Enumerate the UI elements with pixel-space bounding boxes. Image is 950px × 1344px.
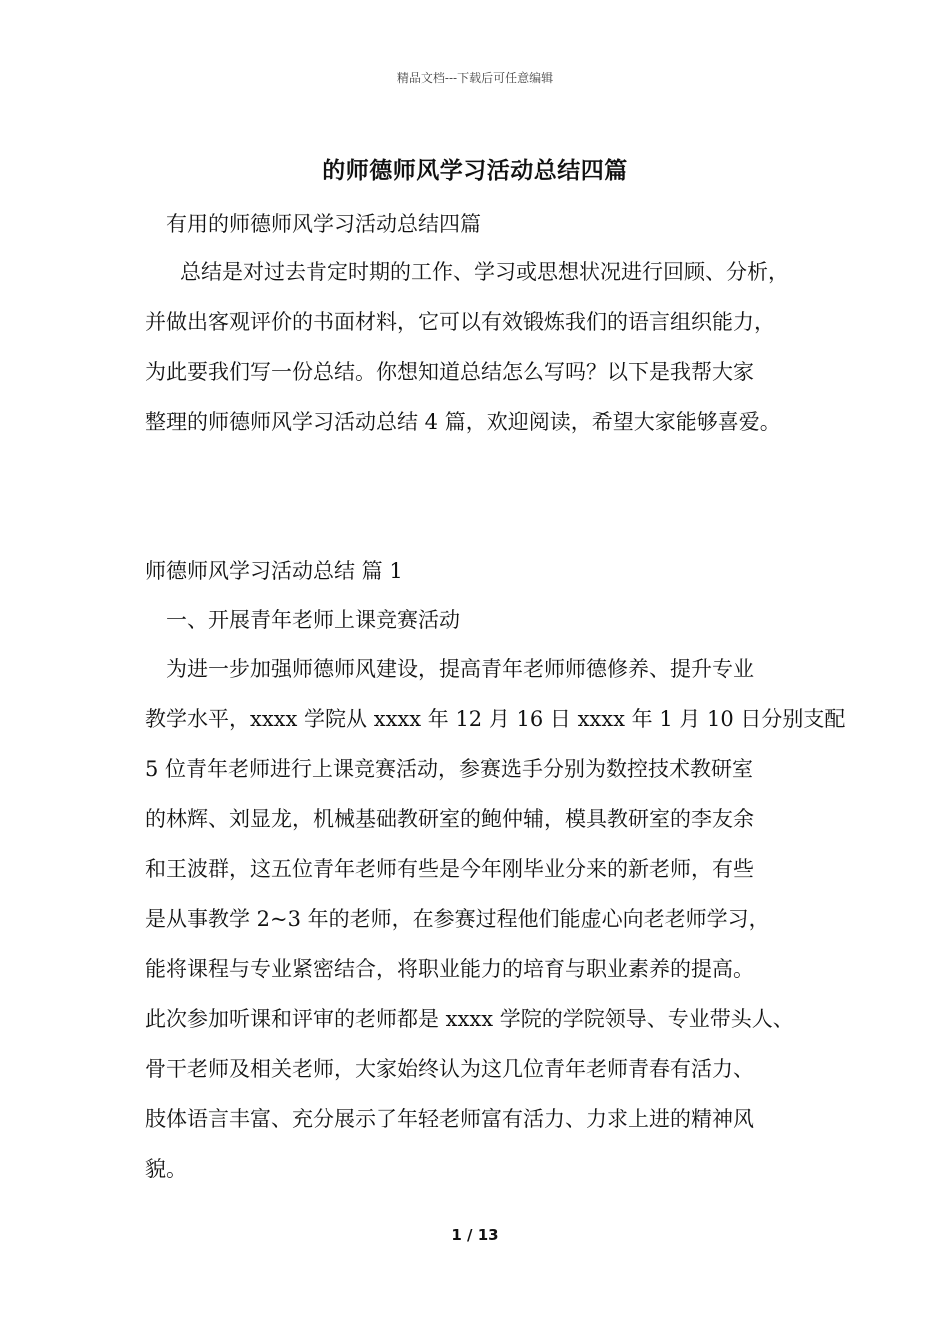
body-line-7: 能将课程与专业紧密结合，将职业能力的培育与职业素养的提高。 (145, 957, 754, 981)
body-line-3: 5 位青年老师进行上课竞赛活动，参赛选手分别为数控技术教研室 (145, 757, 754, 781)
body-line-6: 是从事教学 2~3 年的老师，在参赛过程他们能虚心向老老师学习， (145, 907, 770, 931)
section-heading: 师德师风学习活动总结 篇 1 (145, 559, 403, 583)
document-subtitle: 有用的师德师风学习活动总结四篇 (166, 212, 481, 236)
body-line-4: 的林辉、刘显龙，机械基础教研室的鲍仲辅，模具教研室的李友余 (145, 807, 754, 831)
body-line-8: 此次参加听课和评审的老师都是 xxxx 学院的学院领导、专业带头人、 (145, 1007, 794, 1031)
page-current: 1 (451, 1226, 462, 1244)
intro-line-2: 并做出客观评价的书面材料，它可以有效锻炼我们的语言组织能力， (145, 310, 775, 334)
body-line-11: 貌。 (145, 1157, 187, 1181)
body-line-10: 肢体语言丰富、充分展示了年轻老师富有活力、力求上进的精神风 (145, 1107, 754, 1131)
page-total: 13 (477, 1226, 499, 1244)
page-separator: / (461, 1226, 478, 1244)
document-title: 的师德师风学习活动总结四篇 (322, 157, 628, 184)
intro-line-3: 为此要我们写一份总结。你想知道总结怎么写吗？以下是我帮大家 (145, 360, 754, 384)
body-line-5: 和王波群，这五位青年老师有些是今年刚毕业分来的新老师，有些 (145, 857, 754, 881)
page-header: 精品文档---下载后可任意编辑 (396, 71, 554, 85)
page-number (0, 1226, 950, 1244)
body-line-2: 教学水平，xxxx 学院从 xxxx 年 12 月 16 日 xxxx 年 1 月 10 日分别支配 (145, 707, 846, 731)
intro-line-4: 整理的师德师风学习活动总结 4 篇，欢迎阅读，希望大家能够喜爱。 (145, 410, 781, 434)
body-line-1: 为进一步加强师德师风建设，提高青年老师师德修养、提升专业 (166, 657, 754, 681)
section-subheading: 一、开展青年老师上课竞赛活动 (166, 608, 460, 632)
body-line-9: 骨干老师及相关老师，大家始终认为这几位青年老师青春有活力、 (145, 1057, 754, 1081)
intro-line-1: 总结是对过去肯定时期的工作、学习或思想状况进行回顾、分析， (180, 260, 789, 284)
